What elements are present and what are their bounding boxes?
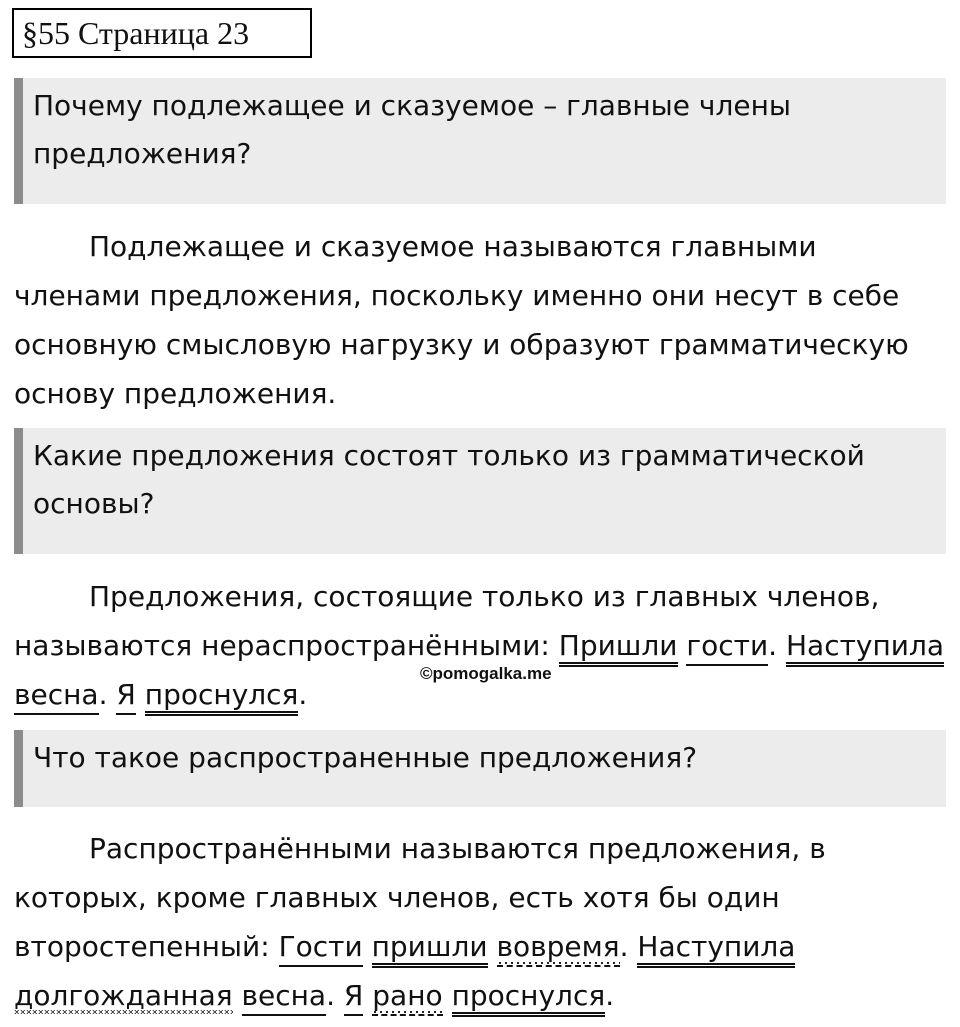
question-3: Что такое распространенные предложения? — [14, 730, 946, 807]
answer-1-text: Подлежащее и сказуемое называются главными членами предложения, поскольку именно они несут в себе основную смысловую нагрузку и образуют грамматическую основу предложения. — [14, 230, 909, 410]
example-word: Наступила — [637, 930, 795, 968]
example-word: Я — [116, 678, 135, 715]
example-word: вовремя — [497, 930, 620, 967]
example-word: Гости — [279, 930, 363, 967]
answer-2-intro: Предложения, состоящие только из главных членов, называются нераспространёнными: — [14, 580, 880, 662]
example-word: рано — [372, 979, 442, 1016]
question-2: Какие предложения состоят только из грамматической основы? — [14, 428, 946, 554]
example-word: Я — [344, 979, 363, 1016]
answer-3-intro: Распространёнными называются предложения, в которых, кроме главных членов, есть хотя бы один второстепенный: — [14, 832, 826, 963]
answer-2: Предложения, состоящие только из главных членов, называются нераспространёнными: Пришли гости. Наступила весна. Я проснулся. — [14, 572, 948, 719]
example-word: Пришли — [559, 629, 678, 667]
example-word: весна — [14, 678, 99, 715]
example-word: гости — [686, 629, 768, 666]
example-word: весна — [242, 979, 327, 1016]
question-1: Почему подлежащее и сказуемое – главные члены предложения? — [14, 78, 946, 204]
answer-3: Распространёнными называются предложения, в которых, кроме главных членов, есть хотя бы один второстепенный: Гости пришли вовремя. Наступила долгожданная весна. Я рано проснулся. — [14, 824, 948, 1020]
example-word: Наступила — [786, 629, 944, 667]
example-word: долгожданная — [14, 979, 233, 1016]
answer-1 — [14, 222, 948, 418]
example-word: пришли — [372, 930, 488, 968]
watermark: ©pomogalka.me — [420, 664, 552, 683]
example-word: проснулся — [452, 979, 606, 1017]
example-word: проснулся — [145, 678, 299, 716]
page-title: §55 Страница 23 — [12, 8, 312, 58]
